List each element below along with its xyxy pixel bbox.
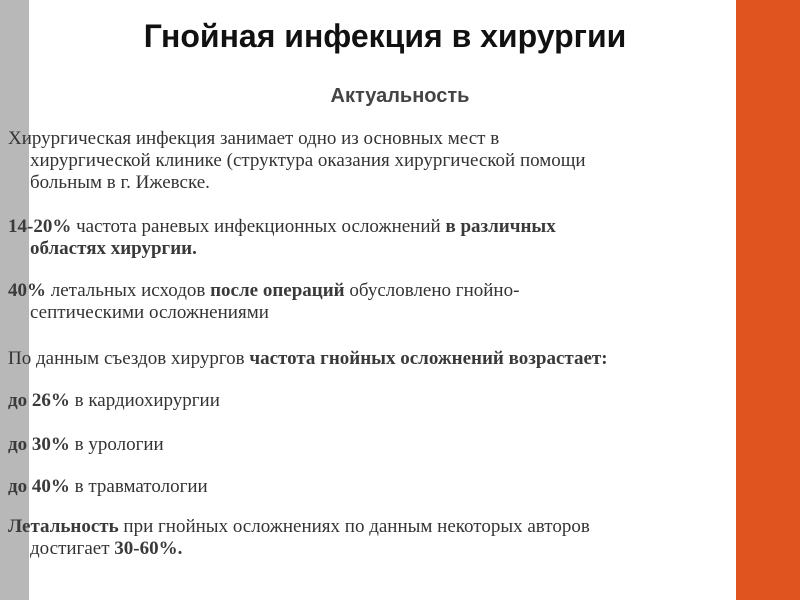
slide-title: Гнойная инфекция в хирургии bbox=[143, 18, 627, 54]
paragraph-text: достигает bbox=[30, 538, 115, 559]
paragraph-text: в травматологии bbox=[69, 476, 208, 497]
list-item-urology bbox=[8, 434, 164, 456]
paragraph-text: в кардиохирургии bbox=[69, 390, 220, 411]
paragraph-line: септическими осложнениями bbox=[30, 302, 269, 323]
emphasis-text: Летальность bbox=[8, 516, 119, 537]
paragraph-line: хирургической клинике (структура оказания хирургической помощи bbox=[30, 150, 586, 171]
paragraph-text: при гнойных осложнениях по данным некоторых авторов bbox=[118, 516, 590, 537]
stat-value: до 40% bbox=[8, 476, 70, 497]
emphasis-text: областях хирургии. bbox=[30, 238, 197, 259]
paragraph-text: обусловлено гнойно- bbox=[344, 280, 520, 301]
paragraph-text: летальных исходов bbox=[46, 280, 211, 301]
paragraph-congress-data bbox=[8, 348, 798, 370]
slide-subtitle: Актуальность bbox=[330, 85, 470, 107]
paragraph-wound-infection-rate bbox=[8, 216, 768, 260]
paragraph-line: больным в г. Ижевске. bbox=[30, 172, 210, 193]
stat-value: до 30% bbox=[8, 434, 70, 455]
paragraph-line: Хирургическая инфекция занимает одно из основных мест в bbox=[8, 128, 500, 149]
paragraph-mortality bbox=[8, 516, 798, 560]
stat-value: до 26% bbox=[8, 390, 70, 411]
paragraph-surgical-infection bbox=[8, 128, 788, 194]
list-item-traumatology bbox=[8, 476, 208, 498]
emphasis-text: после операций bbox=[210, 280, 345, 301]
paragraph-text: По данным съездов хирургов bbox=[8, 348, 250, 369]
paragraph-text: частота раневых инфекционных осложнений bbox=[71, 216, 446, 237]
stat-value: 40% bbox=[8, 280, 46, 301]
paragraph-lethal-outcomes bbox=[8, 280, 768, 324]
paragraph-text: в урологии bbox=[69, 434, 164, 455]
emphasis-text: частота гнойных осложнений возрастает: bbox=[249, 348, 608, 369]
stat-value: 30-60%. bbox=[114, 538, 183, 559]
list-item-cardiac-surgery bbox=[8, 390, 220, 412]
emphasis-text: в различных bbox=[445, 216, 556, 237]
stat-value: 14-20% bbox=[8, 216, 72, 237]
